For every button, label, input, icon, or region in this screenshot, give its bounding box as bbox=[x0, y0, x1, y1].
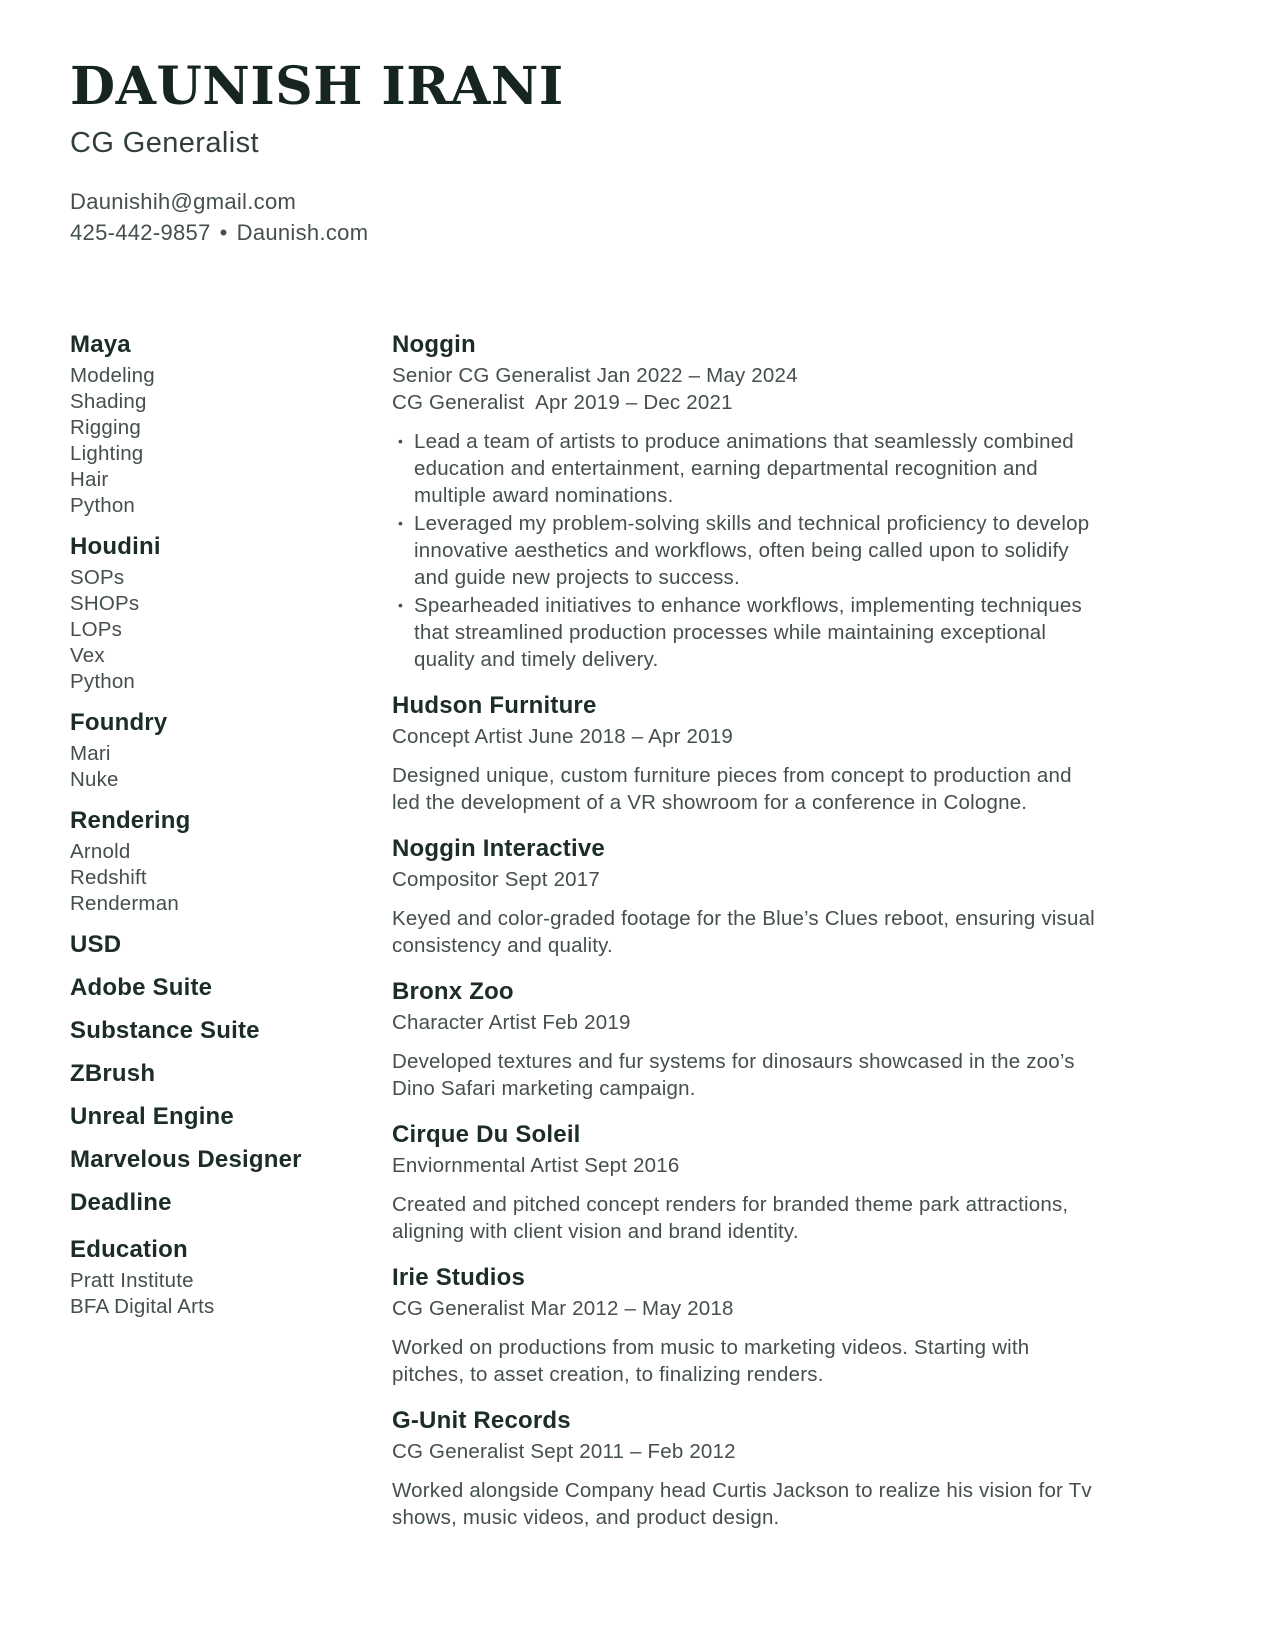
job-entry bbox=[392, 330, 1105, 673]
job-bullet: • Spearheaded initiatives to enhance workflows, implementing techniques that streamlined production processes while maintaining exceptional quality and timely delivery. bbox=[414, 592, 1105, 673]
skill-group-title: Substance Suite bbox=[70, 1017, 260, 1045]
skill-item: BFA Digital Arts bbox=[70, 1295, 215, 1319]
skill-group bbox=[70, 708, 372, 793]
company-name: G-Unit Records bbox=[392, 1407, 571, 1435]
job-paragraph: Created and pitched concept renders for branded theme park attractions, aligning with client vision and brand identity. bbox=[392, 1193, 1069, 1244]
job-bullet: • Lead a team of artists to produce animations that seamlessly combined education and entertainment, earning departmental recognition and multiple award nominations. bbox=[414, 428, 1105, 509]
job-role: CG Generalist Apr 2019 – Dec 2021 bbox=[392, 391, 733, 415]
company-name: Hudson Furniture bbox=[392, 692, 597, 720]
skill-item: Rigging bbox=[70, 416, 141, 440]
company-name: Noggin bbox=[392, 331, 476, 359]
skill-group bbox=[70, 1188, 372, 1218]
job-entry bbox=[392, 1120, 1105, 1245]
skill-item: Pratt Institute bbox=[70, 1269, 194, 1293]
skill-group-title: Deadline bbox=[70, 1189, 172, 1217]
skill-item: Shading bbox=[70, 390, 147, 414]
job-role: Concept Artist June 2018 – Apr 2019 bbox=[392, 725, 733, 749]
skill-group bbox=[70, 1016, 372, 1046]
skill-group-title: Adobe Suite bbox=[70, 974, 213, 1002]
skill-group bbox=[70, 1102, 372, 1132]
email-text: Daunishih@gmail.com bbox=[70, 189, 297, 215]
person-name: DAUNISH IRANI bbox=[70, 56, 564, 117]
job-role: Senior CG Generalist Jan 2022 – May 2024 bbox=[392, 364, 798, 388]
job-entry bbox=[392, 834, 1105, 959]
job-paragraph: Designed unique, custom furniture pieces from concept to production and led the development of a VR showroom for a conference in Cologne. bbox=[392, 764, 1072, 815]
job-role: CG Generalist Mar 2012 – May 2018 bbox=[392, 1297, 734, 1321]
skill-group bbox=[70, 1059, 372, 1089]
company-name: Cirque Du Soleil bbox=[392, 1121, 581, 1149]
company-name: Irie Studios bbox=[392, 1264, 526, 1292]
contact-block bbox=[70, 186, 1205, 248]
job-bullet: • Leveraged my problem-solving skills and technical proficiency to develop innovative aesthetics and workflows, often being called upon to solidify and guide new projects to success. bbox=[414, 510, 1105, 591]
job-paragraph: Developed textures and fur systems for dinosaurs showcased in the zoo’s Dino Safari marketing campaign. bbox=[392, 1050, 1075, 1101]
skill-group bbox=[70, 1235, 372, 1320]
skill-group-title: USD bbox=[70, 931, 122, 959]
skill-item: LOPs bbox=[70, 618, 123, 642]
skill-item: Renderman bbox=[70, 892, 179, 916]
skill-item: Hair bbox=[70, 468, 109, 492]
skill-item: Arnold bbox=[70, 840, 131, 864]
skill-group bbox=[70, 930, 372, 960]
job-entry bbox=[392, 691, 1105, 816]
skill-group-title: Maya bbox=[70, 331, 131, 359]
skill-group-title: Unreal Engine bbox=[70, 1103, 234, 1131]
resume-header bbox=[70, 58, 1205, 248]
phone-text: 425-442-9857 bbox=[70, 220, 211, 246]
skill-item: Vex bbox=[70, 644, 105, 668]
skill-group-title: Foundry bbox=[70, 709, 168, 737]
skill-item: Python bbox=[70, 670, 136, 694]
skill-group bbox=[70, 973, 372, 1003]
job-role: Compositor Sept 2017 bbox=[392, 868, 600, 892]
skill-group-title: Marvelous Designer bbox=[70, 1146, 302, 1174]
skill-group bbox=[70, 806, 372, 917]
job-bullet-list bbox=[392, 428, 1105, 673]
skill-item: Nuke bbox=[70, 768, 119, 792]
skill-item: Lighting bbox=[70, 442, 144, 466]
person-job-title: CG Generalist bbox=[70, 127, 259, 160]
job-paragraph: Worked on productions from music to marketing videos. Starting with pitches, to asset creation, to finalizing renders. bbox=[392, 1336, 1030, 1387]
skill-item: Redshift bbox=[70, 866, 147, 890]
skill-item: SHOPs bbox=[70, 592, 140, 616]
experience-column bbox=[392, 330, 1105, 1549]
website-text: Daunish.com bbox=[236, 220, 369, 246]
skill-item: Modeling bbox=[70, 364, 155, 388]
dot-separator: • bbox=[219, 220, 228, 246]
job-role: Enviornmental Artist Sept 2016 bbox=[392, 1154, 680, 1178]
content-columns bbox=[70, 330, 1205, 1549]
job-role: CG Generalist Sept 2011 – Feb 2012 bbox=[392, 1440, 736, 1464]
skill-group-title: Education bbox=[70, 1236, 188, 1264]
skill-group-title: ZBrush bbox=[70, 1060, 156, 1088]
skill-group-title: Rendering bbox=[70, 807, 191, 835]
job-entry bbox=[392, 1406, 1105, 1531]
skill-group bbox=[70, 330, 372, 519]
skill-item: Mari bbox=[70, 742, 111, 766]
skill-item: Python bbox=[70, 494, 136, 518]
job-paragraph: Worked alongside Company head Curtis Jackson to realize his vision for Tv shows, music videos, and product design. bbox=[392, 1479, 1092, 1530]
skill-group bbox=[70, 532, 372, 695]
skill-group bbox=[70, 1145, 372, 1175]
job-paragraph: Keyed and color-graded footage for the Blue’s Clues reboot, ensuring visual consistency and quality. bbox=[392, 907, 1095, 958]
job-entry bbox=[392, 1263, 1105, 1388]
company-name: Bronx Zoo bbox=[392, 978, 514, 1006]
phone-website-line bbox=[70, 217, 1205, 248]
skills-sidebar bbox=[70, 330, 392, 1549]
company-name: Noggin Interactive bbox=[392, 835, 605, 863]
skill-group-title: Houdini bbox=[70, 533, 161, 561]
skill-item: SOPs bbox=[70, 566, 125, 590]
job-role: Character Artist Feb 2019 bbox=[392, 1011, 631, 1035]
job-entry bbox=[392, 977, 1105, 1102]
